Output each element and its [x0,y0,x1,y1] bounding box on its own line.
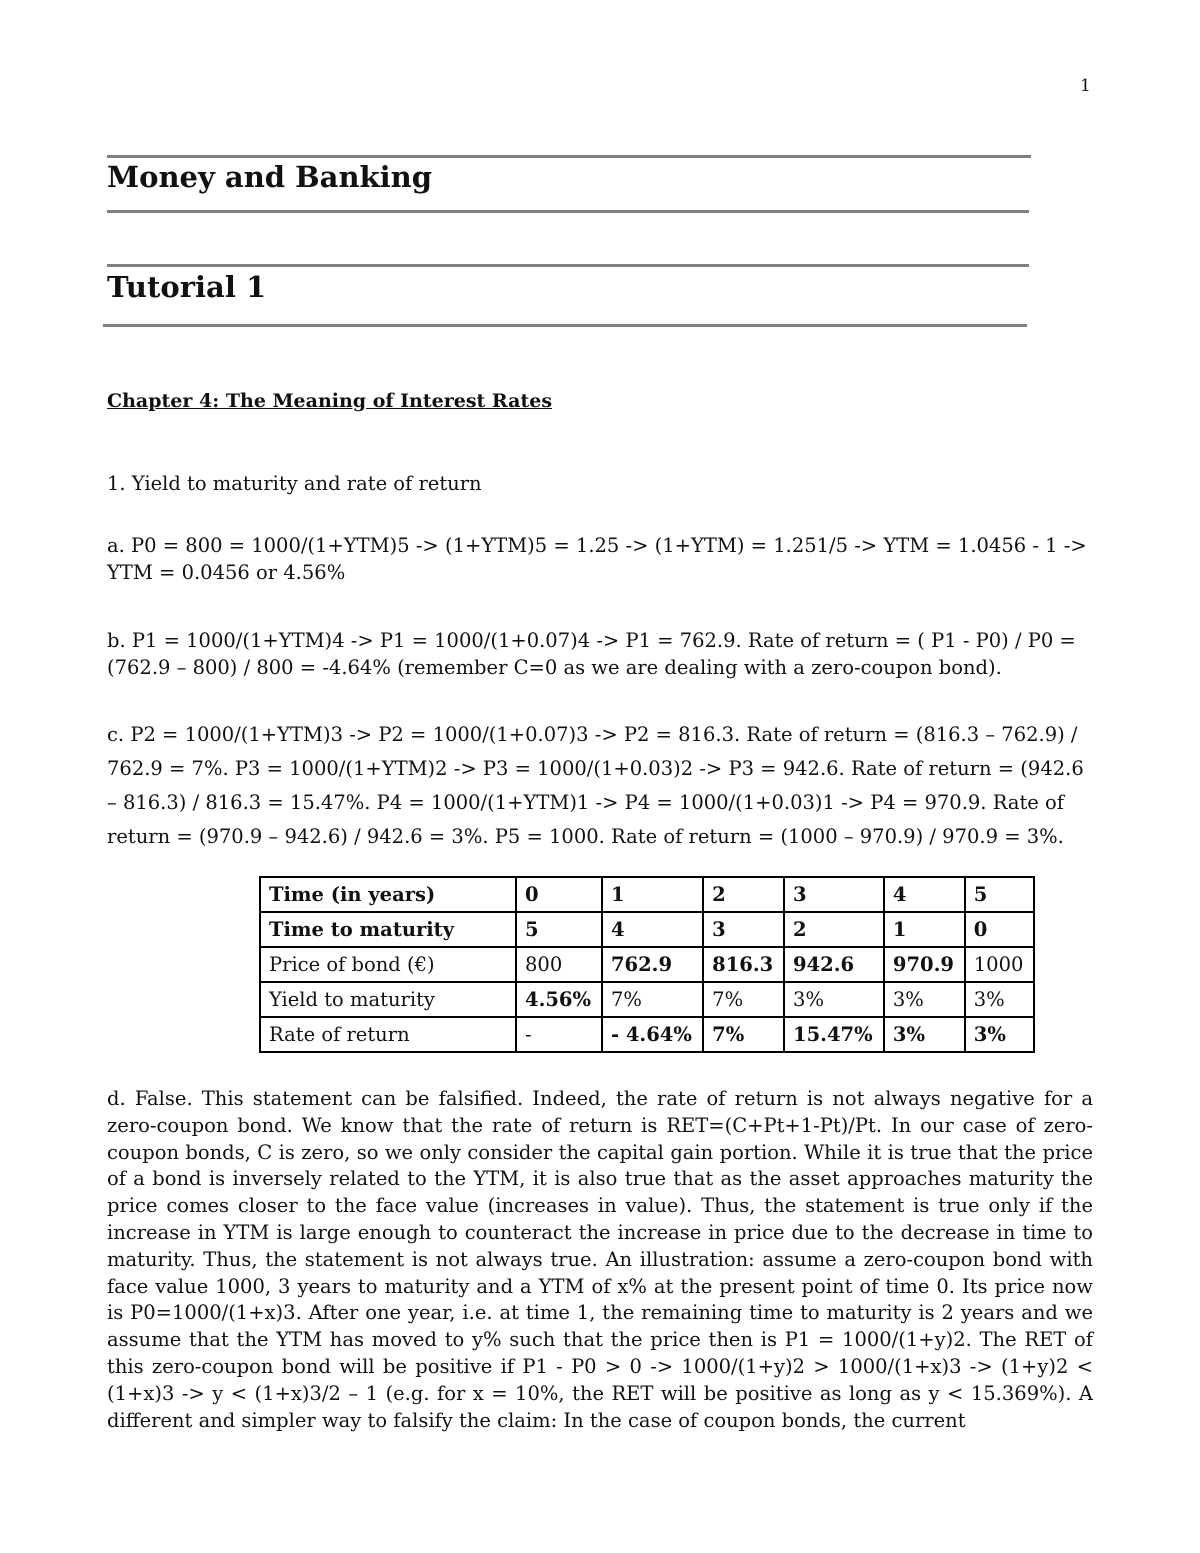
subtitle-rule-top [107,264,1029,267]
table-cell: 0 [516,877,602,912]
page-number: 1 [1080,76,1091,96]
table-cell: 800 [516,947,602,982]
table-cell: 2 [784,912,884,947]
row-label: Price of bond (€) [260,947,516,982]
answer-d: d. False. This statement can be falsified. Indeed, the rate of return is not always negative for a zero-coupon bond. We know that the rate of return is RET=(C+Pt+1-Pt)/Pt. In our case of zero-coupon bonds, C is zero, so we only consider the capital gain portion. While it is true that the price of a bond is inversely related to the YTM, it is also true that as the asset approaches maturity the price comes closer to the face value (increases in value). Thus, the statement is true only if the increase in YTM is large enough to counteract the increase in price due to the decrease in time to maturity. Thus, the statement is not always true. An illustration: assume a zero-coupon bond with face value 1000, 3 years to maturity and a YTM of x% at the present point of time 0. Its price now is P0=1000/(1+x)3. After one year, i.e. at time 1, the remaining time to maturity is 2 years and we assume that the YTM has moved to y% such that the price then is P1 = 1000/(1+y)2. The RET of this zero-coupon bond will be positive if P1 - P0 > 0 -> 1000/(1+y)2 > 1000/(1+x)3 -> (1+y)2 < (1+x)3 -> y < (1+x)3/2 – 1 (e.g. for x = 10%, the RET will be positive as long as y < 15.369%). A different and simpler way to falsify the claim: In the case of coupon bonds, the current [107,1087,1093,1432]
table-cell: 3 [784,877,884,912]
answer-c: c. P2 = 1000/(1+YTM)3 -> P2 = 1000/(1+0.07)3 -> P2 = 816.3. Rate of return = (816.3 – 762.9) / 762.9 = 7%. P3 = 1000/(1+YTM)2 -> P3 = 1000/(1+0.03)2 -> P3 = 942.6. Rate of return = (942.6 – 816.3) / 816.3 = 15.47%. P4 = 1000/(1+YTM)1 -> P4 = 1000/(1+0.03)1 -> P4 = 970.9. Rate of return = (970.9 – 942.6) / 942.6 = 3%. P5 = 1000. Rate of return = (1000 – 970.9) / 970.9 = 3%. [107,723,1084,848]
row-label: Time to maturity [260,912,516,947]
table-row [260,912,1034,947]
table-cell: 1000 [965,947,1034,982]
question-heading: 1. Yield to maturity and rate of return [107,472,482,495]
table-row [260,982,1034,1017]
table-cell: 7% [703,1017,784,1052]
table-cell: 942.6 [784,947,884,982]
document-title: Money and Banking [107,160,433,194]
table-cell: 3% [884,982,965,1017]
table-cell: 7% [703,982,784,1017]
table-cell: 3 [703,912,784,947]
title-rule-top [107,155,1031,158]
table-row [260,1017,1034,1052]
table-cell: 3% [965,1017,1034,1052]
table-cell: 15.47% [784,1017,884,1052]
title-rule-bottom [107,210,1029,213]
table-cell: 5 [965,877,1034,912]
table-cell: 4 [884,877,965,912]
chapter-heading: Chapter 4: The Meaning of Interest Rates [107,390,553,412]
table-cell: 3% [965,982,1034,1017]
document-subtitle: Tutorial 1 [107,270,267,304]
subtitle-rule-bottom [103,324,1027,327]
answer-a: a. P0 = 800 = 1000/(1+YTM)5 -> (1+YTM)5 = 1.25 -> (1+YTM) = 1.251/5 -> YTM = 1.0456 - 1 -> YTM = 0.0456 or 4.56% [107,534,1087,584]
table-cell: 1 [602,877,703,912]
table-cell: 816.3 [703,947,784,982]
row-label: Rate of return [260,1017,516,1052]
table-cell: - [516,1017,602,1052]
row-label: Yield to maturity [260,982,516,1017]
table-cell: - 4.64% [602,1017,703,1052]
table-cell: 3% [784,982,884,1017]
table-cell: 1 [884,912,965,947]
table-cell: 970.9 [884,947,965,982]
table-cell: 7% [602,982,703,1017]
table-cell: 3% [884,1017,965,1052]
row-label: Time (in years) [260,877,516,912]
table-cell: 762.9 [602,947,703,982]
table-cell: 4 [602,912,703,947]
answer-b: b. P1 = 1000/(1+YTM)4 -> P1 = 1000/(1+0.07)4 -> P1 = 762.9. Rate of return = ( P1 - P0) / P0 = (762.9 – 800) / 800 = -4.64% (remember C=0 as we are dealing with a zero-coupon bond). [107,629,1076,679]
table-cell: 0 [965,912,1034,947]
bond-table [259,876,1035,1053]
table-cell: 5 [516,912,602,947]
table-cell: 4.56% [516,982,602,1017]
table-row [260,947,1034,982]
table-cell: 2 [703,877,784,912]
table-row [260,877,1034,912]
